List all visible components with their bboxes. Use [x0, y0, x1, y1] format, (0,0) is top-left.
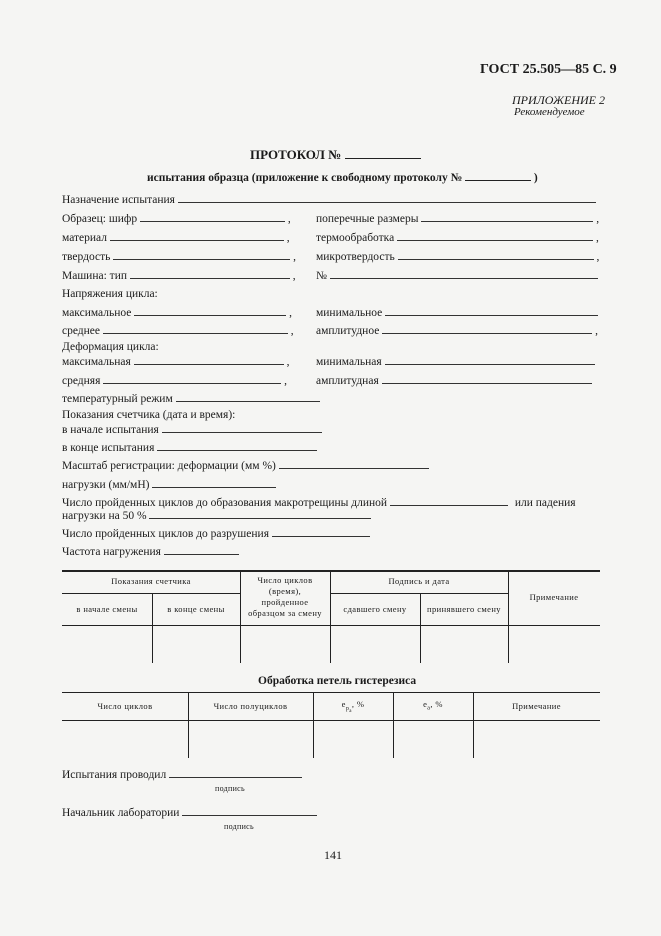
input-amp-strain[interactable] [382, 374, 592, 384]
label-specimen-code: Образец: шифр [62, 213, 138, 225]
table-rule [62, 692, 600, 693]
caption-signature-2: подпись [224, 822, 254, 831]
th-shift-end: в конце смены [167, 604, 225, 614]
label-load-drop: нагрузки на 50 % [62, 510, 147, 522]
input-load-drop[interactable] [149, 509, 371, 519]
field-min-stress [316, 306, 598, 319]
comma: , [290, 325, 294, 337]
input-scale-load[interactable] [152, 478, 276, 488]
th-signature-date: Подпись и дата [388, 576, 450, 586]
input-min-stress[interactable] [385, 306, 598, 316]
label-scale-load: нагрузки (мм/мН) [62, 479, 150, 491]
label-material: материал [62, 232, 107, 244]
input-machine-type[interactable] [130, 269, 290, 279]
comma: , [596, 213, 600, 225]
input-tested-by-signature[interactable] [169, 768, 302, 778]
field-load-drop [62, 509, 371, 522]
field-hardness [62, 250, 296, 263]
label-min-strain: минимальная [316, 356, 382, 368]
input-crack-length[interactable] [390, 496, 508, 506]
input-material[interactable] [110, 231, 284, 241]
input-scale-strain[interactable] [279, 459, 429, 469]
label-cycles-crack: Число пройденных циклов до образования макротрещины длиной [62, 497, 388, 509]
label-tested-by: Испытания проводил [62, 769, 167, 781]
table-rule [330, 593, 508, 594]
field-cycles-crack [62, 496, 576, 509]
label-temp-mode: температурный режим [62, 393, 173, 405]
field-at-start [62, 423, 322, 436]
input-temp-mode[interactable] [176, 392, 320, 402]
field-heat-treatment [316, 231, 599, 244]
recommended-label: Рекомендуемое [514, 106, 585, 118]
input-max-stress[interactable] [134, 306, 286, 316]
table-rule [62, 625, 600, 626]
ep-subsub: a [349, 708, 352, 714]
th-cycles: Число циклов [97, 701, 153, 711]
caption-signature-1: подпись [215, 784, 245, 793]
table-rule [62, 720, 600, 721]
comma: , [289, 307, 293, 319]
field-machine-type [62, 269, 296, 282]
field-amp-strain [316, 374, 592, 387]
label-heat-treatment: термообработка [316, 232, 395, 244]
input-at-start[interactable] [162, 423, 322, 433]
ep-symbol: e [341, 699, 346, 709]
protocol-subtitle-text: испытания образца (приложение к свободному протоколу № [147, 172, 463, 184]
th-shift-start: в начале смены [76, 604, 138, 614]
comma: , [596, 251, 600, 263]
label-microhardness: микротвердость [316, 251, 395, 263]
label-amp-stress: амплитудное [316, 325, 380, 337]
label-or-drop: или падения [514, 497, 576, 509]
th-time: (время), [268, 586, 302, 596]
label-max-strain: максимальная [62, 356, 131, 368]
input-purpose[interactable] [178, 193, 596, 203]
field-lab-head [62, 806, 317, 819]
table-rule [62, 570, 600, 572]
field-machine-number [316, 269, 598, 282]
input-min-strain[interactable] [385, 355, 595, 365]
field-scale-strain [62, 459, 429, 472]
th-taken-over: принявшего смену [427, 604, 501, 614]
field-scale-load [62, 478, 276, 491]
th-total-strain [393, 699, 473, 715]
th-cycles-per-shift [240, 575, 330, 619]
label-at-start: в начале испытания [62, 424, 159, 436]
ep-unit: , % [351, 699, 365, 709]
table-rule [508, 570, 509, 663]
field-min-strain [316, 355, 595, 368]
label-min-stress: минимальное [316, 307, 383, 319]
hysteresis-title: Обработка петель гистерезиса [258, 675, 417, 687]
protocol-title-text: ПРОТОКОЛ № [250, 147, 342, 162]
protocol-number-field[interactable] [345, 149, 421, 159]
comma: , [284, 375, 288, 387]
comma: , [595, 232, 599, 244]
label-counter-readings: Показания счетчика (дата и время): [62, 409, 236, 421]
subtitle-close: ) [533, 172, 538, 184]
protocol-subtitle [147, 171, 538, 184]
input-amp-stress[interactable] [382, 324, 592, 334]
input-hardness[interactable] [113, 250, 290, 260]
comma: , [286, 356, 290, 368]
label-max-stress: максимальное [62, 307, 132, 319]
free-protocol-number-field[interactable] [465, 171, 531, 181]
label-purpose: Назначение испытания [62, 194, 175, 206]
field-tested-by [62, 768, 302, 781]
field-microhardness [316, 250, 599, 263]
label-amp-strain: амплитудная [316, 375, 379, 387]
ea-symbol: e [423, 699, 428, 709]
th-cycles-count: Число циклов [257, 575, 313, 585]
label-transverse-size: поперечные размеры [316, 213, 419, 225]
comma: , [293, 251, 296, 263]
field-material [62, 231, 290, 244]
field-amp-stress [316, 324, 598, 337]
th-handed-over: сдавшего смену [343, 604, 407, 614]
th-half-cycles: Число полуциклов [213, 701, 288, 711]
field-purpose [62, 193, 596, 206]
label-cycle-strain: Деформация цикла: [62, 341, 159, 353]
input-transverse-size[interactable] [421, 212, 593, 222]
th-counter-readings: Показания счетчика [111, 576, 191, 586]
label-cycle-stress: Напряжения цикла: [62, 288, 158, 300]
gost-number: ГОСТ 25.505—85 С. 9 [480, 62, 617, 77]
input-frequency[interactable] [164, 545, 239, 555]
label-machine-number: № [316, 270, 327, 282]
comma: , [292, 270, 296, 282]
input-heat-treatment[interactable] [397, 231, 593, 241]
label-lab-head: Начальник лаборатории [62, 807, 180, 819]
label-cycles-fracture: Число пройденных циклов до разрушения [62, 528, 269, 540]
input-microhardness[interactable] [398, 250, 594, 260]
field-cycles-fracture [62, 527, 370, 540]
label-mean-stress: среднее [62, 325, 101, 337]
protocol-title [250, 147, 421, 163]
ep-sub: p [345, 705, 350, 712]
page-number: 141 [324, 848, 342, 862]
field-transverse-size [316, 212, 599, 225]
label-frequency: Частота нагружения [62, 546, 161, 558]
th-plastic-strain [313, 699, 393, 717]
label-scale-strain: Масштаб регистрации: деформации (мм %) [62, 460, 276, 472]
comma: , [595, 325, 598, 337]
input-mean-stress[interactable] [103, 324, 288, 334]
field-at-end [62, 441, 317, 454]
field-specimen-code [62, 212, 291, 225]
comma: , [286, 232, 290, 244]
appendix-label: ПРИЛОЖЕНИЕ 2 [512, 93, 605, 107]
comma: , [287, 213, 291, 225]
field-temp-mode [62, 392, 320, 405]
table-rule [62, 593, 240, 594]
input-lab-head-signature[interactable] [182, 806, 317, 816]
label-at-end: в конце испытания [62, 442, 155, 454]
label-hardness: твердость [62, 251, 111, 263]
input-specimen-code[interactable] [140, 212, 285, 222]
th-note: Примечание [529, 592, 579, 602]
th-passed: пройденное [261, 597, 309, 607]
input-machine-number[interactable] [330, 269, 598, 279]
th-per-shift: образцом за смену [248, 608, 322, 618]
ea-sub: a [427, 705, 431, 712]
input-mean-strain[interactable] [103, 374, 281, 384]
field-frequency [62, 545, 239, 558]
field-max-stress [62, 306, 292, 319]
label-mean-strain: средняя [62, 375, 101, 387]
field-max-strain [62, 355, 289, 368]
input-max-strain[interactable] [134, 355, 284, 365]
field-mean-strain [62, 374, 287, 387]
input-at-end[interactable] [157, 441, 317, 451]
label-machine-type: Машина: тип [62, 270, 128, 282]
th-note: Примечание [512, 701, 561, 711]
ea-unit: , % [430, 699, 443, 709]
field-mean-stress [62, 324, 294, 337]
input-cycles-fracture[interactable] [272, 527, 370, 537]
